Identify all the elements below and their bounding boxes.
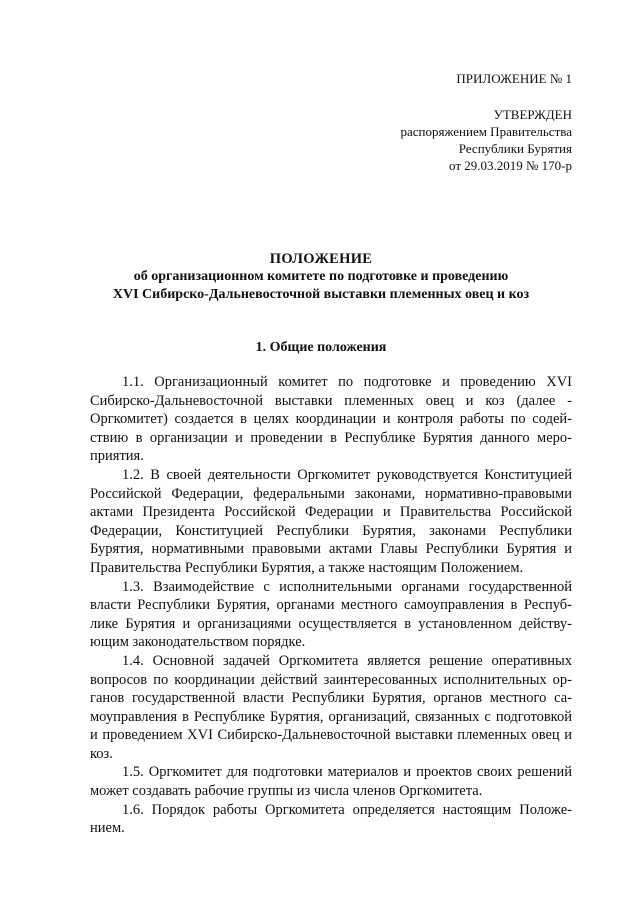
paragraph-1-4: 1.4. Основной задачей Оргкомитета является решение оперативных вопросов по координации действий заинтересованных исполнительных органов государственной власти Республики Бурятия, органов местного самоуправления в Республике Бурятия, организаций, связанных с подготовкой и проведением XVI Сибирско-Дальневосточной выставки племенных овец и коз.: [90, 652, 572, 762]
order-date-number: от 29.03.2019 № 170-р: [449, 158, 572, 173]
paragraph-1-2: 1.2. В своей деятельности Оргкомитет руководствуется Конституцией Российской Федерации, федеральными законами, нормативно-правовыми актами Президента Российской Федерации и Правительства Российской Федерации, Конституцией Республики Бурятия, законами Республики Бурятия, нормативными правовыми актами Главы Республики Бурятия и Правительства Республики Бурятия, а также настоящим Положением.: [90, 466, 572, 576]
paragraph-1-5: 1.5. Оргкомитет для подготовки материалов и проектов своих решений может создавать рабочие группы из числа членов Оргкомитета.: [90, 764, 572, 800]
approved-by-order: распоряжением Правительства: [400, 124, 572, 139]
document-title-block: [70, 250, 572, 304]
section-heading: 1. Общие положения: [255, 340, 387, 355]
approved-republic: Республики Бурятия: [458, 141, 572, 156]
paragraph-1-1: 1.1. Организационный комитет по подготовке и проведению XVI Сибирско-Дальневосточной выставки племенных овец и коз (далее - Оргкомитет) создается в целях координации и контроля работы по содействию в организации и проведении в Республике Бурятия данного мероприятия.: [90, 374, 572, 465]
document-title: ПОЛОЖЕНИЕ: [269, 251, 373, 267]
document-subtitle-line-1: об организационном комитете по подготовке и проведению: [133, 269, 509, 284]
paragraph-1-3: 1.3. Взаимодействие с исполнительными органами государственной власти Республики Бурятия, органами местного самоуправления в Республике Бурятия и организациями осуществляется в установленном действующим законодательством порядке.: [90, 578, 572, 651]
paragraph-1-6: 1.6. Порядок работы Оргкомитета определяется настоящим Положением.: [90, 801, 572, 837]
appendix-label: ПРИЛОЖЕНИЕ № 1: [456, 71, 572, 86]
document-subtitle-line-2: XVI Сибирско-Дальневосточной выставки племенных овец и коз: [112, 287, 530, 302]
approval-block: [400, 70, 572, 174]
approved-label: УТВЕРЖДЕН: [493, 107, 572, 122]
section-body: [90, 373, 572, 838]
